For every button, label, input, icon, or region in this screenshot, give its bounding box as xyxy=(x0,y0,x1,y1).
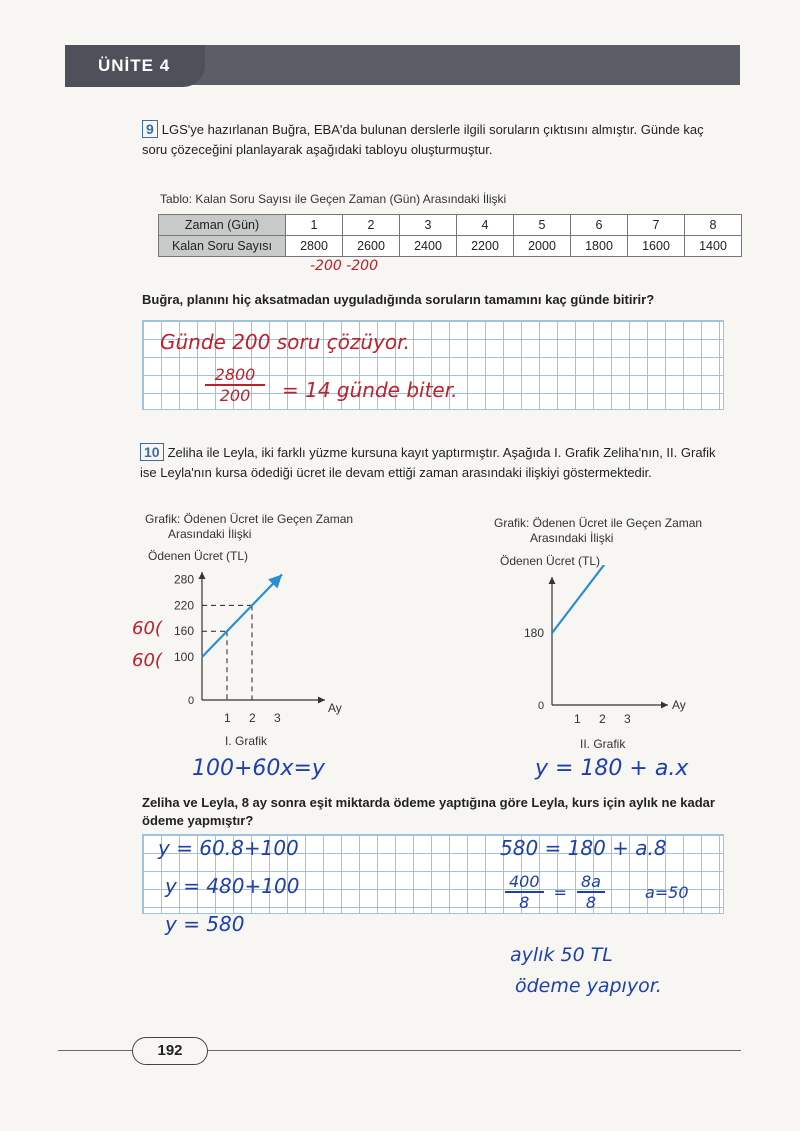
page-number: 192 xyxy=(132,1037,208,1065)
q9-number: 9 xyxy=(142,120,158,138)
table-cell: 2800 xyxy=(286,236,343,257)
graph1-hand-note1: 60( xyxy=(132,618,162,639)
table-cell: 2600 xyxy=(343,236,400,257)
graph1-x-tick-label: 2 xyxy=(249,711,256,725)
graph2-title-line2: Arasındaki İlişki xyxy=(530,531,614,545)
graph1-origin-label: 0 xyxy=(188,695,195,707)
table-row xyxy=(159,236,742,257)
q10-question-line1: Zeliha ve Leyla, 8 ay sonra eşit miktarda ödeme yaptığına göre Leyla, kurs için aylık ne kadar xyxy=(142,795,715,810)
graph2-series-line xyxy=(552,565,635,633)
graph1-x-axis-label: Ay xyxy=(328,701,342,715)
q10-hand-right3: aylık 50 TL xyxy=(510,944,613,966)
q10-frac-result: a=50 xyxy=(644,882,689,902)
graph1-caption: I. Grafik xyxy=(225,734,268,748)
q10-hand-right1: 580 = 180 + a.8 xyxy=(500,836,667,860)
q9-question: Buğra, planını hiç aksatmadan uyguladığında soruların tamamını kaç günde bitirir? xyxy=(142,292,655,307)
graph2-title-line1: Grafik: Ödenen Ücret ile Geçen Zaman xyxy=(494,516,703,530)
graph1-x-tick-label: 1 xyxy=(224,711,231,725)
table-cell: 2400 xyxy=(400,236,457,257)
table-cell: 4 xyxy=(457,215,514,236)
q9-hand-answer2: = 14 günde biter. xyxy=(282,378,458,402)
table-cell: 8 xyxy=(685,215,742,236)
graph2-x-tick-label: 3 xyxy=(624,712,631,725)
q10-number: 10 xyxy=(140,443,164,461)
q10-frac1-num: 400 xyxy=(505,872,544,893)
footer-line-left xyxy=(58,1050,133,1051)
graph1-title-line2: Arasındaki İlişki xyxy=(168,527,252,541)
q9-table-title: Tablo: Kalan Soru Sayısı ile Geçen Zaman (Gün) Arasındaki İlişki xyxy=(160,192,507,206)
graph2-x-tick-label: 2 xyxy=(599,712,606,725)
q9-text xyxy=(142,120,742,160)
graph1-series-line xyxy=(202,574,282,657)
q10-hand-right4: ödeme yapıyor. xyxy=(515,975,662,997)
table-row xyxy=(159,215,742,236)
q10-text xyxy=(140,443,750,483)
q10-question xyxy=(142,794,752,830)
graph2-x-tick-label: 1 xyxy=(574,712,581,725)
q9-frac-den: 200 xyxy=(219,386,251,405)
graph1-y-tick-label: 280 xyxy=(174,572,195,587)
footer-line-right xyxy=(206,1050,741,1051)
graph1-y-tick-label: 220 xyxy=(174,598,195,613)
graph2-x-axis-label: Ay xyxy=(672,698,686,712)
table-cell: 2200 xyxy=(457,236,514,257)
q9-hand-diff: -200 -200 xyxy=(310,258,378,274)
q10-frac1 xyxy=(505,872,544,912)
q10-frac1-den: 8 xyxy=(519,893,530,912)
q9-text-line1: LGS'ye hazırlanan Buğra, EBA'da bulunan derslerle ilgili soruların çıktısını almıştır. Günde kaç xyxy=(161,122,704,137)
graph1-hand-note2: 60( xyxy=(132,650,162,671)
q10-text-line1: Zeliha ile Leyla, iki farklı yüzme kursuna kayıt yaptırmıştır. Aşağıda I. Grafik Zeliha'nın, II. Grafik xyxy=(167,445,716,460)
graph1-x-tick-label: 3 xyxy=(274,711,281,725)
graph2-chart xyxy=(490,565,700,725)
graph2-y-tick-label: 180 xyxy=(524,626,545,640)
table-cell: 1800 xyxy=(571,236,628,257)
graph1-title-line1: Grafik: Ödenen Ücret ile Geçen Zaman xyxy=(145,512,354,526)
table-cell: 2000 xyxy=(514,236,571,257)
table-cell: 3 xyxy=(400,215,457,236)
table-cell: 2 xyxy=(343,215,400,236)
graph1-y-tick-label: 100 xyxy=(174,650,195,664)
table-cell: 1 xyxy=(286,215,343,236)
q10-frac2 xyxy=(577,872,605,912)
graph2-hand-formula: y = 180 + a.x xyxy=(535,756,689,781)
q10-question-line2: ödeme yapmıştır? xyxy=(142,813,254,828)
q10-hand-right2 xyxy=(505,872,689,912)
table-cell: 7 xyxy=(628,215,685,236)
table-cell: 1400 xyxy=(685,236,742,257)
unit-label: ÜNİTE 4 xyxy=(98,56,171,75)
q9-text-line2: soru çözeceğini planlayarak aşağıdaki tabloyu oluşturmuştur. xyxy=(142,142,493,157)
q9-frac-num: 2800 xyxy=(205,365,265,386)
table-row-header: Zaman (Gün) xyxy=(159,215,286,236)
q10-frac2-den: 8 xyxy=(585,893,597,912)
q9-table xyxy=(158,214,742,257)
q9-hand-fraction xyxy=(205,365,265,405)
graph1-ylabel: Ödenen Ücret (TL) xyxy=(148,549,249,563)
graph2-origin-label: 0 xyxy=(538,700,545,712)
table-row-header: Kalan Soru Sayısı xyxy=(159,236,286,257)
q10-hand-left3: y = 580 xyxy=(165,912,245,936)
q10-hand-left1: y = 60.8+100 xyxy=(158,836,299,860)
q10-hand-left2: y = 480+100 xyxy=(165,874,300,898)
graph1-hand-formula: 100+60x=y xyxy=(192,756,325,781)
graph2-caption: II. Grafik xyxy=(580,737,626,751)
q10-frac-eq: = xyxy=(553,882,567,902)
table-cell: 6 xyxy=(571,215,628,236)
graph1-y-tick-label: 160 xyxy=(174,624,195,639)
table-cell: 1600 xyxy=(628,236,685,257)
graph1-chart xyxy=(140,560,370,735)
q10-text-line2: ise Leyla'nın kursa ödediği ücret ile devam ettiği zaman arasındaki ilişkiyi göstermektedir. xyxy=(140,465,652,480)
q9-hand-answer1: Günde 200 soru çözüyor. xyxy=(160,330,410,354)
graph2-ylabel: Ödenen Ücret (TL) xyxy=(500,554,601,568)
q10-frac2-num: 8a xyxy=(577,872,605,893)
table-cell: 5 xyxy=(514,215,571,236)
